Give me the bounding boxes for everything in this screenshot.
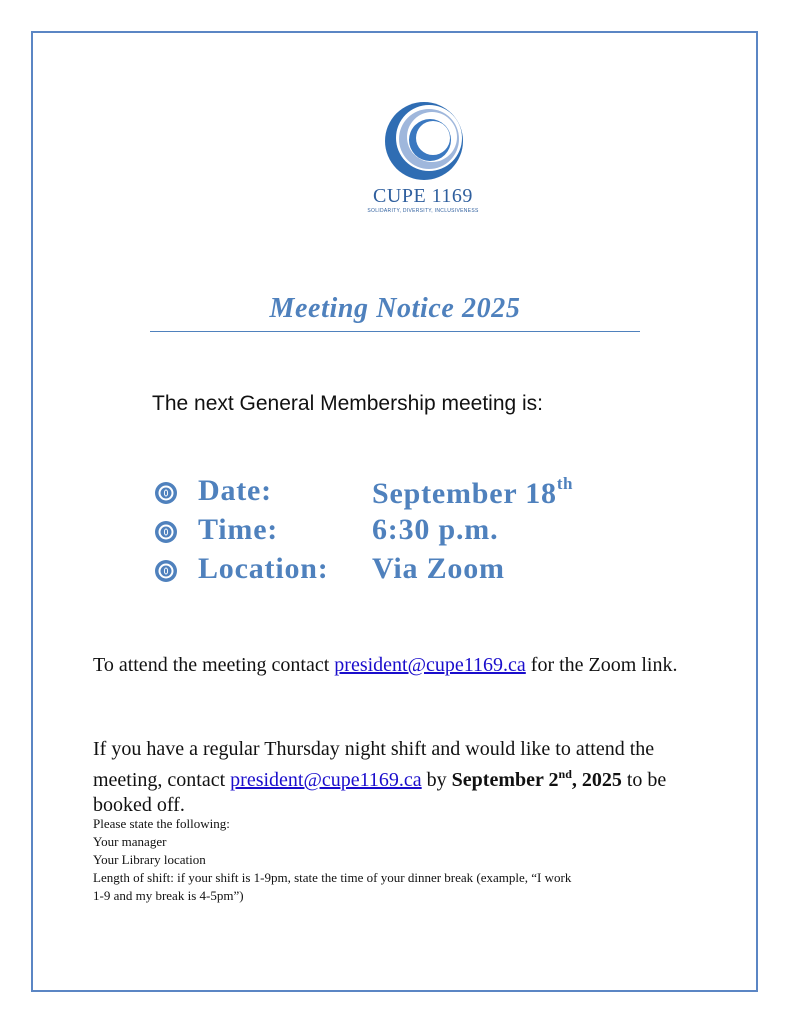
email-link[interactable]: president@cupe1169.ca (334, 654, 526, 676)
booking-deadline: September 2nd, 2025 (451, 767, 622, 791)
instruction-item: 1-9 and my break is 4-5pm”) (93, 888, 244, 903)
instructions-heading: Please state the following: (93, 816, 230, 831)
target-bullet-icon (154, 559, 178, 583)
location-label: Location: (198, 552, 329, 585)
target-bullet-icon (154, 481, 178, 505)
time-value: 6:30 p.m. (372, 513, 499, 546)
title-underline (150, 331, 640, 332)
instruction-item: Your Library location (93, 852, 206, 867)
logo-tagline: SOLIDARITY, DIVERSITY, INCLUSIVENESS (367, 208, 479, 214)
date-label: Date: (198, 474, 272, 507)
location-value: Via Zoom (372, 552, 505, 585)
instructions (93, 815, 713, 905)
logo-name: CUPE 1169 (373, 185, 473, 207)
target-bullet-icon (154, 520, 178, 544)
date-value: September 18th (372, 474, 573, 510)
email-link[interactable]: president@cupe1169.ca (230, 769, 422, 791)
cupe-logo-icon (383, 100, 465, 182)
notice-title: Meeting Notice 2025 (269, 293, 521, 324)
time-label: Time: (198, 513, 279, 546)
instruction-item: Your manager (93, 834, 167, 849)
shift-paragraph: If you have a regular Thursday night shift and would like to attend the meeting, contact president@cupe1169.ca by September 2nd, 2025 to be booked off. (93, 738, 667, 816)
intro-text: The next General Membership meeting is: (152, 392, 544, 415)
instruction-item: Length of shift: if your shift is 1-9pm, state the time of your dinner break (example, “I work (93, 870, 572, 885)
attend-paragraph: To attend the meeting contact president@cupe1169.ca for the Zoom link. (93, 654, 678, 676)
